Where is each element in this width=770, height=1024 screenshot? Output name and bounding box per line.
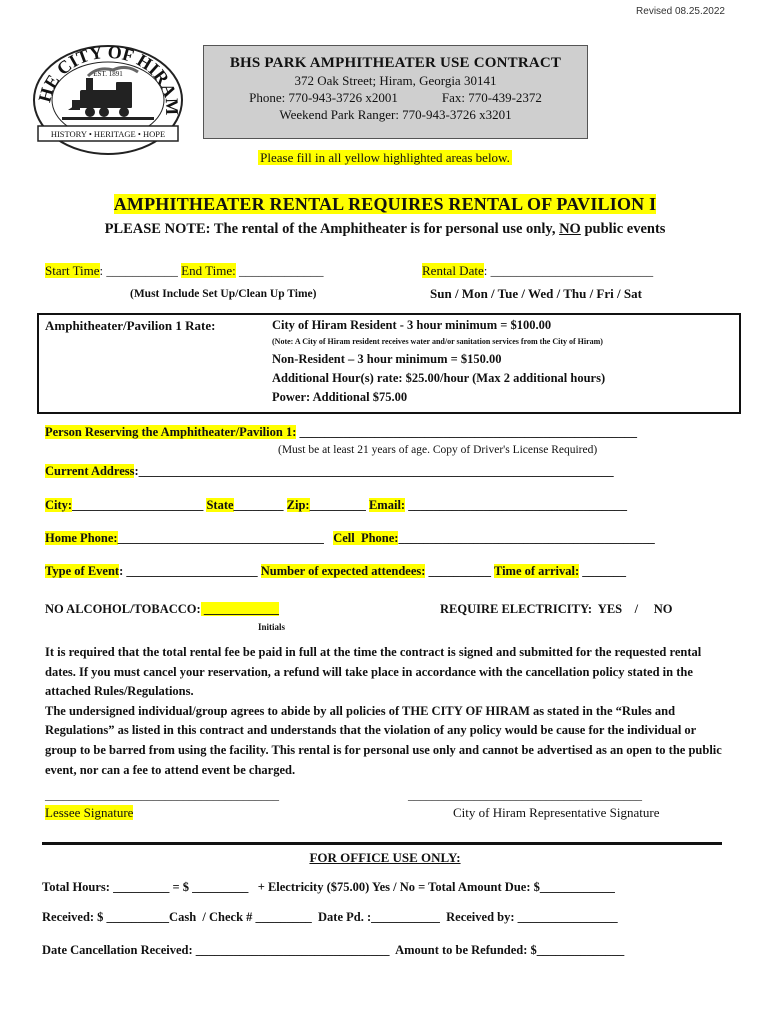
email-blank[interactable]: ___________________________________ (405, 498, 627, 512)
phone-row[interactable] (45, 531, 655, 546)
alcohol-field[interactable] (45, 602, 279, 617)
person-reserving-blank[interactable]: ______________________________________________________ (296, 425, 637, 439)
office-row-cancellation[interactable] (42, 943, 624, 958)
cell-phone-label: Cell Phone: (333, 531, 399, 545)
city-blank[interactable]: _____________________ (72, 498, 207, 512)
cancellation-label: Date Cancellation Received (42, 943, 189, 957)
lessee-signature-line[interactable]: _______________________________________ (45, 788, 279, 802)
requirement-text: AMPHITHEATER RENTAL REQUIRES RENTAL OF PAVILION I (113, 194, 657, 214)
header-address: 372 Oak Street; Hiram, Georgia 30141 (294, 73, 497, 88)
event-type-blank[interactable]: : _____________________ (119, 564, 261, 578)
header-ranger: Weekend Park Ranger: 770-943-3726 x3201 (279, 107, 512, 122)
header-phone: Phone: 770-943-3726 x2001 (249, 90, 398, 105)
event-row[interactable] (45, 564, 626, 579)
attendees-blank[interactable]: __________ (425, 564, 494, 578)
end-time-label: End Time: (181, 263, 236, 278)
rental-date-field[interactable] (422, 263, 653, 279)
lessee-signature-text: Lessee Signature (45, 805, 134, 820)
electricity-choice[interactable]: REQUIRE ELECTRICITY: YES / NO (440, 602, 673, 616)
person-reserving-field[interactable] (45, 425, 637, 440)
setup-note: (Must Include Set Up/Clean Up Time) (130, 288, 317, 300)
city-state-zip-email-row[interactable] (45, 498, 627, 513)
arrival-blank[interactable]: _______ (579, 564, 626, 578)
event-type-label: Type of Event (45, 564, 120, 578)
please-note (0, 221, 770, 238)
office-row-received[interactable]: Received: $ __________Cash / Check # _________ Date Pd. :___________ Received by: ________________ (42, 910, 618, 924)
logo-est: EST. 1891 (93, 70, 123, 78)
header-fax: Fax: 770-439-2372 (441, 90, 542, 105)
current-address-field[interactable] (45, 464, 614, 479)
start-time-field[interactable] (45, 263, 323, 279)
city-rep-signature-label: City of Hiram Representative Signature (453, 805, 660, 820)
state-label: State (206, 498, 234, 512)
additional-rate: Additional Hour(s) rate: $25.00/hour (Max 2 additional hours) (272, 371, 606, 385)
alcohol-label: NO ALCOHOL/TOBACCO: (45, 602, 201, 616)
contract-header (203, 45, 588, 139)
rules-paragraph-1: It is required that the total rental fee be paid in full at the time the contract is signed and submitted for the requested rental dates. If you must cancel your reservation, a refund will take place in accordance with the cancellation policy stated in the attached Rules/Regulations. (45, 645, 702, 699)
power-rate: Power: Additional $75.00 (272, 390, 408, 404)
divider-line (42, 842, 722, 845)
person-reserving-label: Person Reserving the Amphitheater/Pavilion 1: (45, 425, 297, 439)
city-signature-line[interactable]: _______________________________________ (408, 788, 642, 802)
please-note-suffix: public events (584, 221, 666, 237)
start-time-label: Start Time (45, 263, 100, 278)
home-phone-blank[interactable]: _________________________________ (117, 531, 324, 545)
fill-instruction (0, 150, 770, 166)
lessee-signature-label (45, 805, 133, 821)
logo-motto: HISTORY • HERITAGE • HOPE (50, 129, 166, 139)
city-label: City: (45, 498, 73, 512)
resident-rate: City of Hiram Resident - 3 hour minimum = $100.00 (272, 318, 552, 332)
end-time-blank[interactable]: _____________ (235, 263, 324, 278)
office-use-title: FOR OFFICE USE ONLY: (309, 850, 461, 865)
resident-note: (Note: A City of Hiram resident receives water and/or sanitation services from the City of Hiram) (272, 337, 603, 346)
rules-text (45, 643, 730, 780)
state-blank[interactable]: ________ (233, 498, 287, 512)
current-address-blank[interactable]: :____________________________________________________________________________ (134, 464, 614, 478)
current-address-label: Current Address (45, 464, 135, 478)
rate-label: Amphitheater/Pavilion 1 Rate: (45, 318, 216, 333)
age-note: (Must be at least 21 years of age. Copy of Driver's License Required) (278, 444, 598, 456)
please-note-no: NO (559, 221, 581, 237)
alcohol-initials-blank[interactable]: ____________ (200, 602, 279, 616)
city-of-hiram-logo (28, 38, 188, 156)
zip-blank[interactable]: _________ (309, 498, 369, 512)
rental-days[interactable]: Sun / Mon / Tue / Wed / Thu / Fri / Sat (430, 286, 642, 301)
revision-date: Revised 08.25.2022 (636, 6, 725, 17)
fill-instruction-text: Please fill in all yellow highlighted areas below. (260, 150, 510, 165)
cancellation-blanks[interactable]: : _______________________________ Amount to be Refunded: $______________ (188, 943, 625, 957)
contract-title: BHS PARK AMPHITHEATER USE CONTRACT (229, 55, 562, 71)
logo-top-text: HE CITY OF HIRAM (34, 41, 183, 116)
start-time-blank[interactable]: : ___________ (99, 263, 178, 278)
attendees-label: Number of expected attendees: (260, 564, 426, 578)
email-label: Email: (368, 498, 406, 512)
non-resident-rate: Non-Resident – 3 hour minimum = $150.00 (272, 352, 502, 366)
requirement-heading (0, 194, 770, 215)
initials-caption: Initials (258, 622, 286, 632)
office-use-heading (0, 850, 770, 866)
zip-label: Zip: (286, 498, 310, 512)
cell-phone-blank[interactable]: _________________________________________ (398, 531, 655, 545)
home-phone-label: Home Phone: (45, 531, 118, 545)
rental-date-label: Rental Date (422, 263, 484, 278)
header-phone-row (204, 89, 587, 106)
rules-paragraph-2: The undersigned individual/group agrees to abide by all policies of THE CITY OF HIRAM as stated in the “Rules and Regulations” as listed in this contract and understands that the violation of any policy would be cause for the individual or group to be barred from using the facility. This rental is for personal use only and cannot be advertised as an open to the public event, nor can a fee to attend event be charged. (45, 703, 722, 777)
rental-date-blank[interactable]: : _________________________ (483, 263, 654, 278)
office-row-totals[interactable]: Total Hours: _________ = $ _________ + Electricity ($75.00) Yes / No = Total Amount Due: $____________ (42, 880, 615, 894)
arrival-label: Time of arrival: (493, 564, 580, 578)
please-note-prefix: PLEASE NOTE: The rental of the Amphitheater is for personal use only, (104, 221, 556, 237)
